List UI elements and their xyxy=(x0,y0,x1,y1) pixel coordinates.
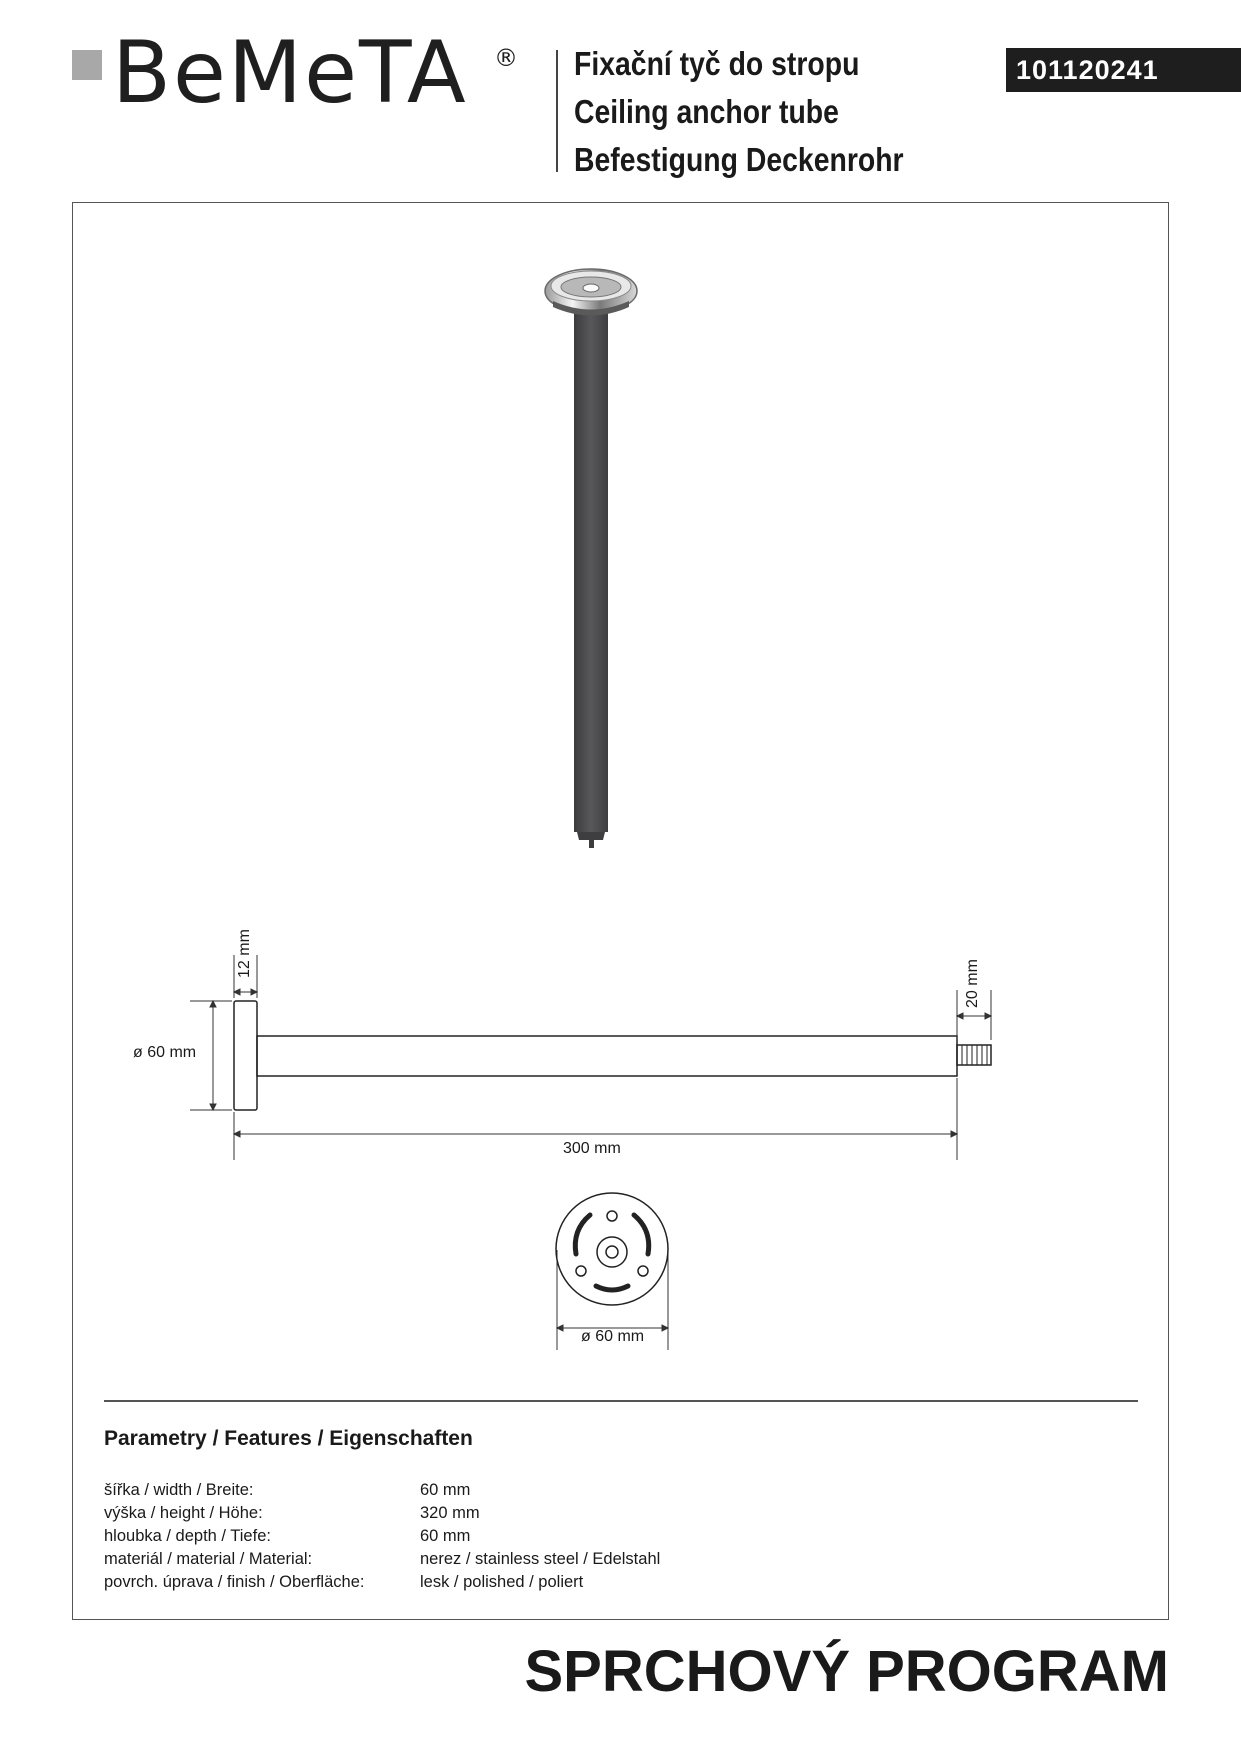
product-code-badge: 101120241 xyxy=(1006,48,1241,92)
dim-diameter-bottom: ø 60 mm xyxy=(581,1328,645,1345)
slot-right xyxy=(634,1215,649,1254)
feature-value: 320 mm xyxy=(420,1504,480,1522)
feature-label: materiál / material / Material: xyxy=(104,1550,313,1568)
feature-value: lesk / polished / poliert xyxy=(420,1573,584,1591)
flange-center-ring xyxy=(597,1237,627,1267)
mount-hole-left xyxy=(576,1266,586,1276)
flange-center-hole xyxy=(606,1246,618,1258)
slot-bottom xyxy=(596,1286,628,1290)
program-title: SPRCHOVÝ PROGRAM xyxy=(524,1639,1169,1704)
dim-length: 300 mm xyxy=(563,1140,621,1157)
side-view xyxy=(234,1001,991,1110)
dim-diameter-side: ø 60 mm xyxy=(133,1044,197,1061)
feature-label: povrch. úprava / finish / Oberfläche: xyxy=(104,1573,365,1591)
title-english: Ceiling anchor tube xyxy=(574,93,839,130)
tube-pin xyxy=(589,840,594,848)
title-german: Befestigung Deckenrohr xyxy=(574,141,904,178)
feature-label: hloubka / depth / Tiefe: xyxy=(104,1527,271,1545)
thread-lines xyxy=(962,1045,987,1065)
feature-value: 60 mm xyxy=(420,1481,471,1499)
dim-flange-thickness: 12 mm xyxy=(236,929,253,978)
mount-hole-top xyxy=(607,1211,617,1221)
registered-mark: ® xyxy=(494,44,518,72)
slot-left xyxy=(575,1215,590,1254)
dim-thread-length: 20 mm xyxy=(964,959,981,1008)
brand-logo: BeMeTA xyxy=(112,23,468,123)
feature-value: nerez / stainless steel / Edelstahl xyxy=(420,1550,661,1568)
side-flange xyxy=(234,1001,257,1110)
feature-label: výška / height / Höhe: xyxy=(104,1504,263,1522)
side-tube xyxy=(257,1036,957,1076)
features-divider xyxy=(104,1400,1138,1402)
flange-top-view xyxy=(556,1193,668,1305)
product-render xyxy=(545,269,637,848)
feature-value: 60 mm xyxy=(420,1527,471,1545)
features-title: Parametry / Features / Eigenschaften xyxy=(104,1427,473,1450)
tube-body xyxy=(574,310,608,832)
title-czech: Fixační tyč do stropu xyxy=(574,45,860,82)
tube-end xyxy=(577,832,605,840)
feature-label: šířka / width / Breite: xyxy=(104,1481,254,1499)
flange-center xyxy=(583,284,599,292)
mount-hole-right xyxy=(638,1266,648,1276)
